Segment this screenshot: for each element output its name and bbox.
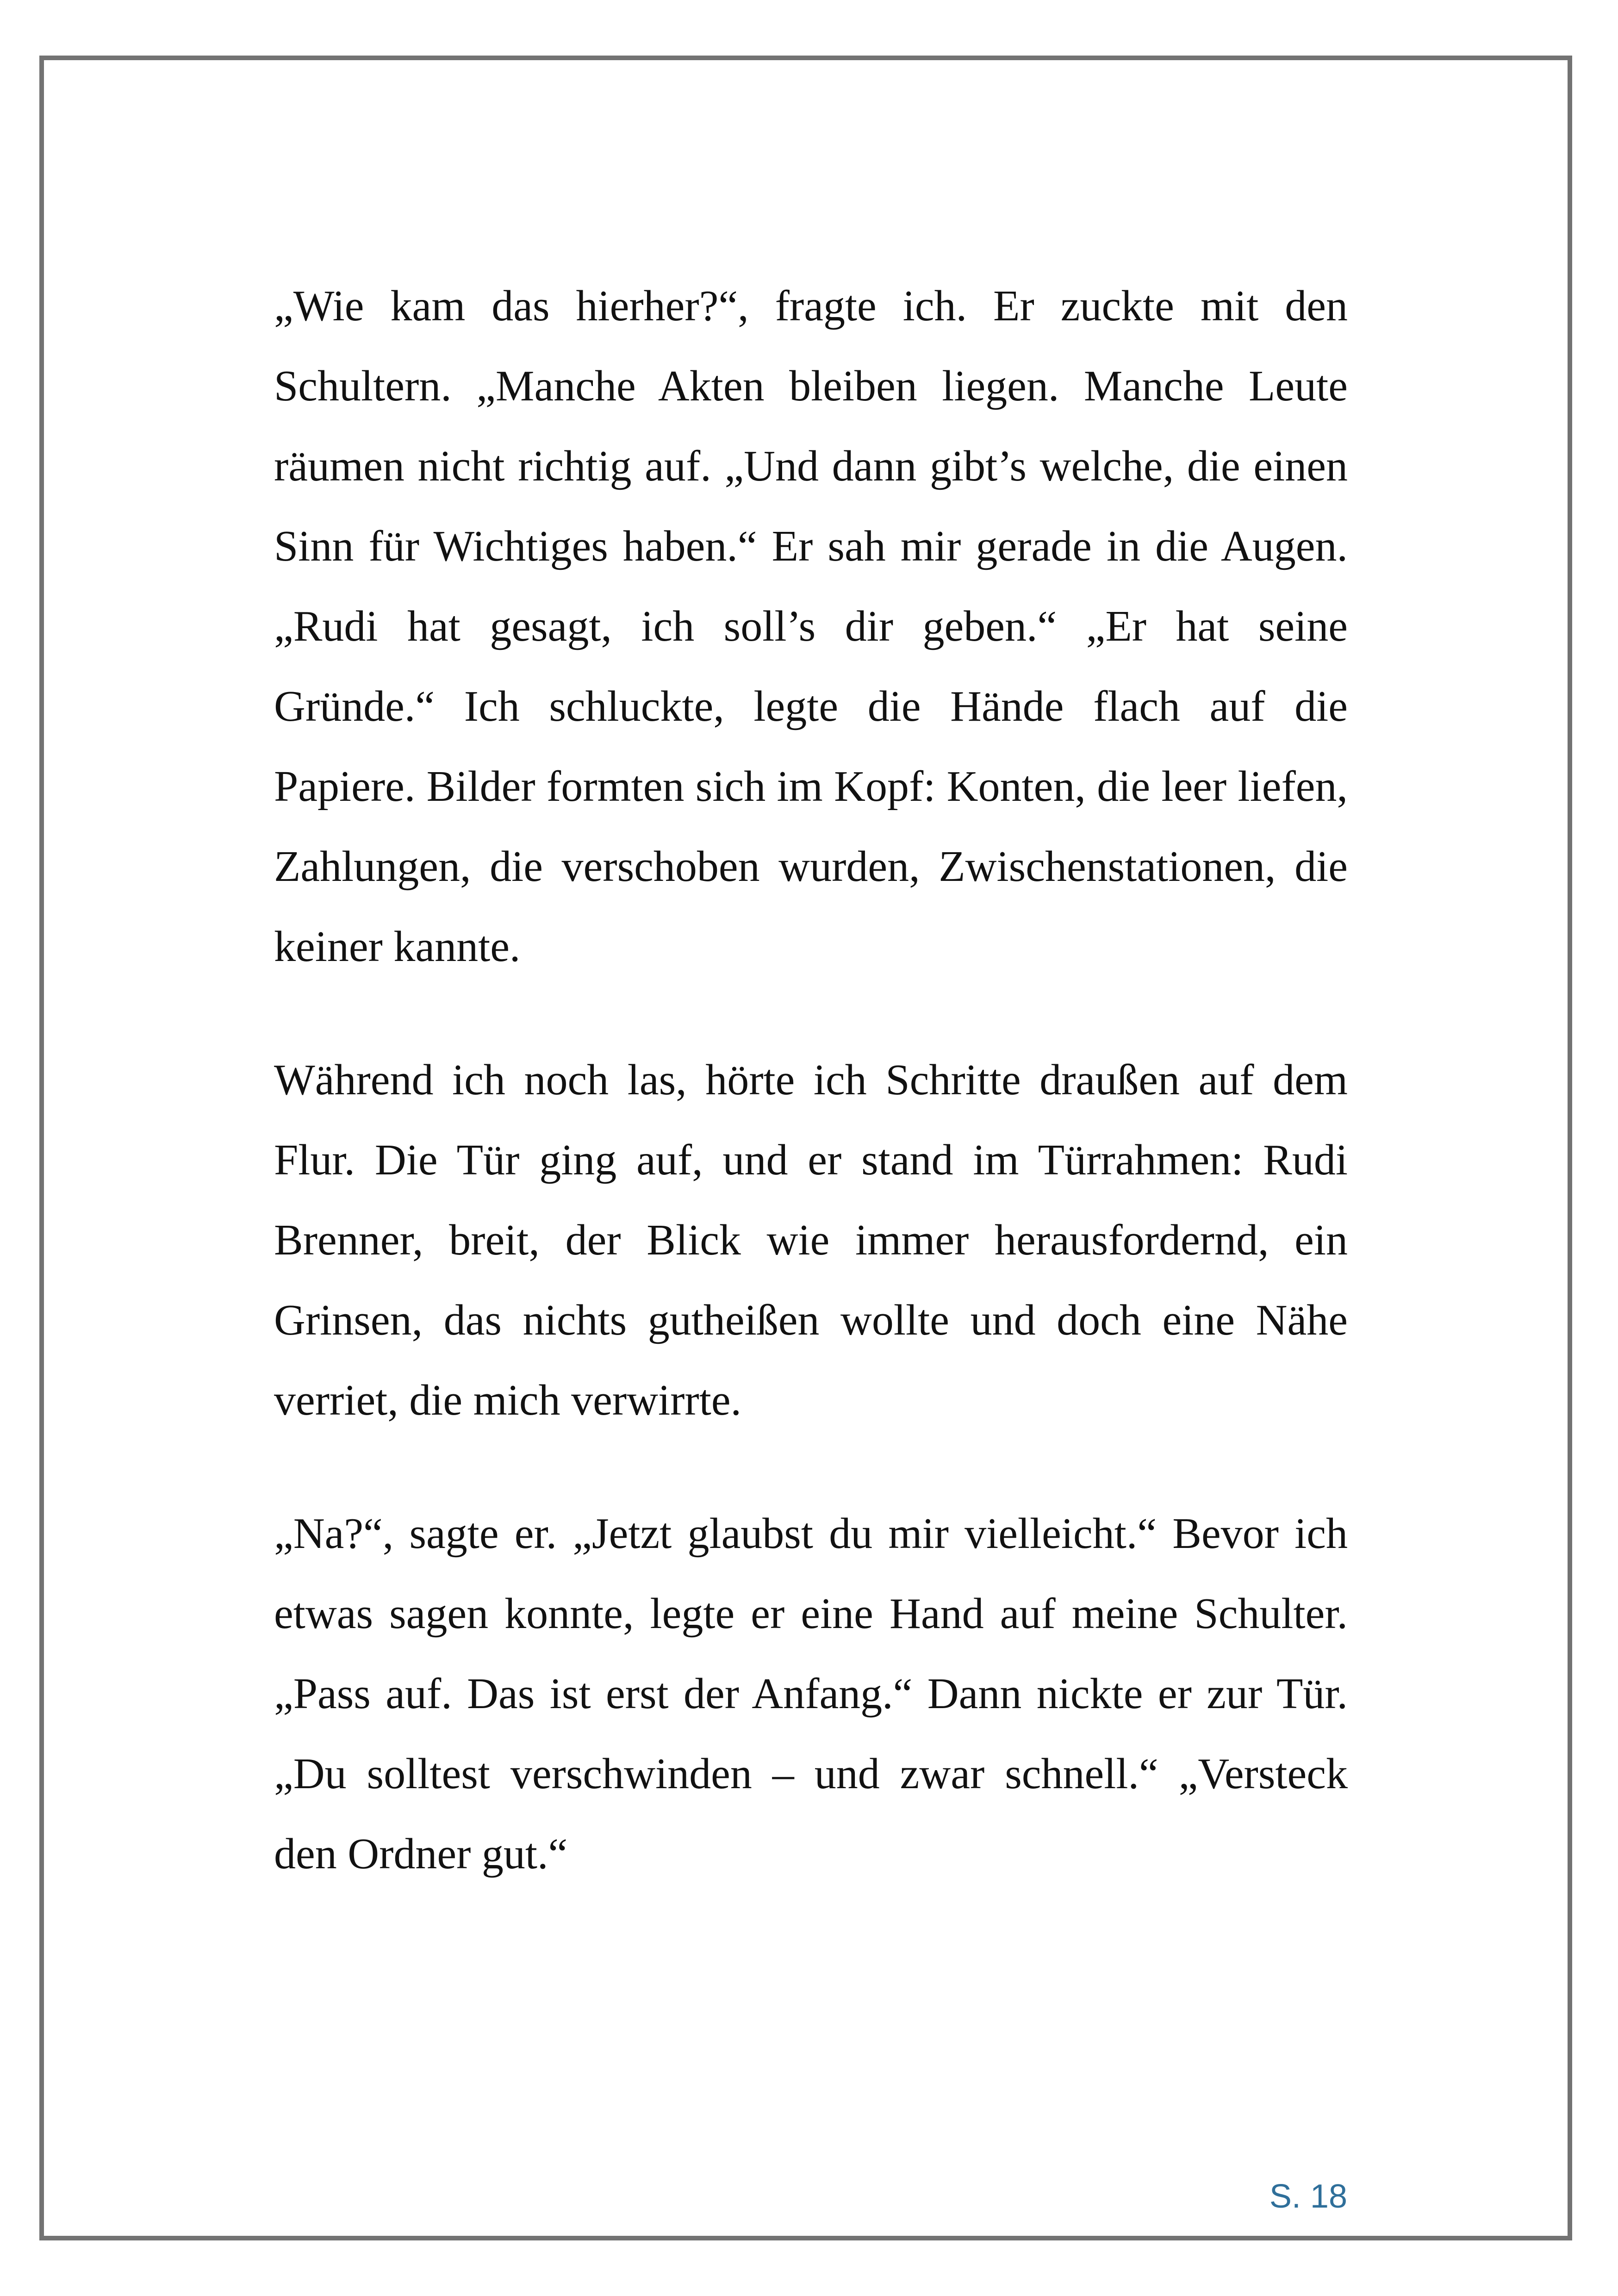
document-body xyxy=(274,266,1348,1947)
page-number: S. 18 xyxy=(1269,2178,1347,2215)
paragraph-2: Während ich noch las, hörte ich Schritte draußen auf dem Flur. Die Tür ging auf, und er stand im Türrahmen: Rudi Brenner, breit, der Blick wie immer herausfordernd, ein Grinsen, das nichts gutheißen wollte und doch eine Nähe verriet, die mich verwirrte. xyxy=(274,1056,1348,1424)
paragraph-3: „Na?“, sagte er. „Jetzt glaubst du mir vielleicht.“ Bevor ich etwas sagen konnte, legte er eine Hand auf meine Schulter. „Pass auf. Das ist erst der Anfang.“ Dann nickte er zur Tür. „Du solltest verschwinden – und zwar schnell.“ „Versteck den Ordner gut.“ xyxy=(274,1510,1348,1878)
paragraph-1: „Wie kam das hierher?“, fragte ich. Er zuckte mit den Schultern. „Manche Akten bleiben liegen. Manche Leute räumen nicht richtig auf. „Und dann gibt’s welche, die einen Sinn für Wichtiges haben.“ Er sah mir gerade in die Augen. „Rudi hat gesagt, ich soll’s dir geben.“ „Er hat seine Gründe.“ Ich schluckte, legte die Hände flach auf die Papiere. Bilder formten sich im Kopf: Konten, die leer liefen, Zahlungen, die verschoben wurden, Zwischenstationen, die keiner kannte. xyxy=(274,282,1348,971)
